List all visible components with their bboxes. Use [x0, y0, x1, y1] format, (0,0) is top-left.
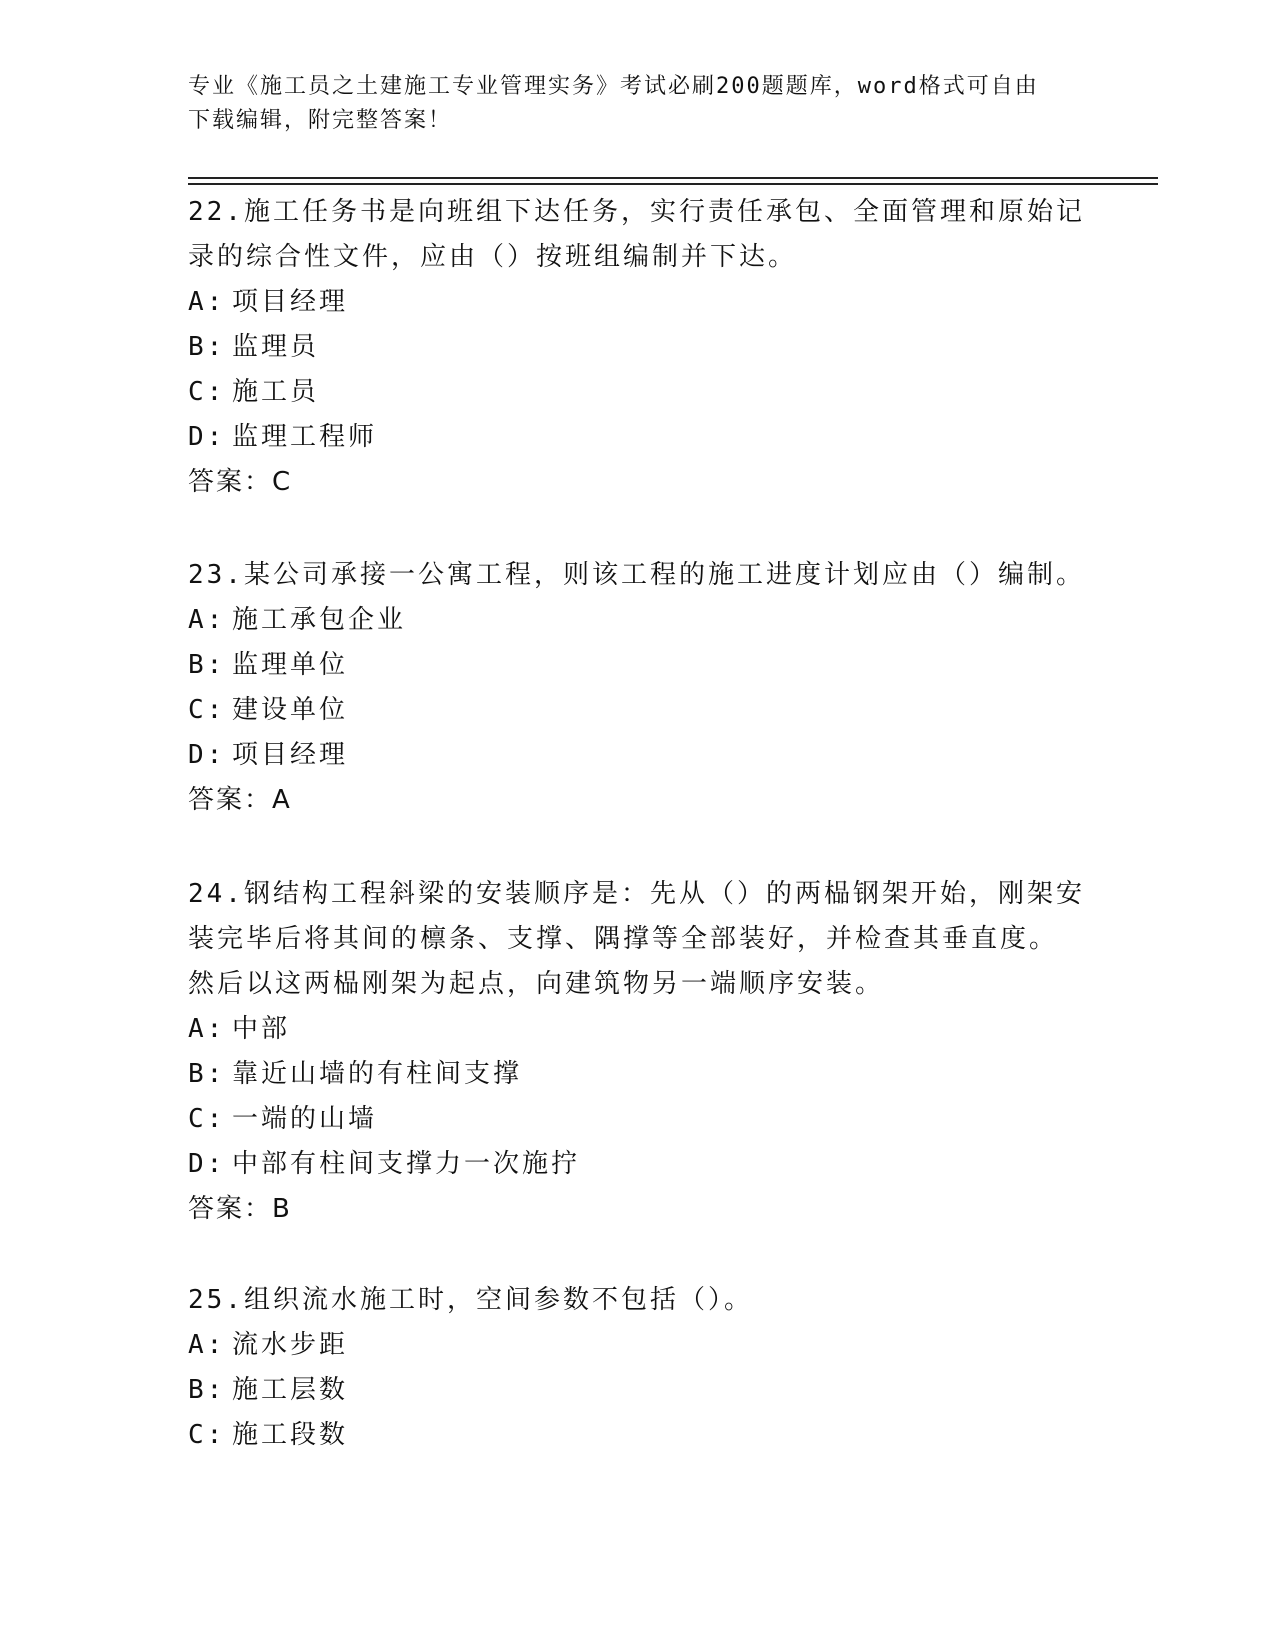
option-letter: A: [188, 605, 226, 635]
question-22 [188, 190, 1088, 505]
option-text: 项目经理 [232, 740, 349, 770]
question-stem-line: 22.施工任务书是向班组下达任务，实行责任承包、全面管理和原始记 [188, 197, 1085, 227]
answer-line: 答案：A [188, 785, 292, 815]
option-text: 施工承包企业 [232, 605, 407, 635]
option-b [188, 1368, 1088, 1413]
option-letter: A: [188, 1330, 226, 1360]
question-24 [188, 872, 1088, 1232]
option-text: 一端的山墙 [232, 1104, 378, 1134]
option-a [188, 1007, 1088, 1052]
option-letter: B: [188, 332, 226, 362]
option-text: 流水步距 [232, 1330, 349, 1360]
document-header [188, 70, 1088, 138]
option-b [188, 1052, 1088, 1097]
option-letter: D: [188, 740, 226, 770]
answer-line: 答案：B [188, 1194, 292, 1224]
option-letter: B: [188, 1375, 226, 1405]
option-text: 监理单位 [232, 650, 349, 680]
answer-line: 答案：C [188, 467, 293, 497]
option-letter: C: [188, 1104, 226, 1134]
option-text: 施工段数 [232, 1420, 349, 1450]
option-letter: D: [188, 422, 226, 452]
option-text: 项目经理 [232, 287, 349, 317]
option-text: 建设单位 [232, 695, 349, 725]
question-stem-line: 然后以这两榀刚架为起点，向建筑物另一端顺序安装。 [188, 969, 885, 999]
question-23 [188, 553, 1088, 823]
header-divider-top [188, 177, 1158, 179]
option-text: 施工员 [232, 377, 320, 407]
option-letter: A: [188, 287, 226, 317]
question-stem-line: 24.钢结构工程斜梁的安装顺序是：先从（）的两榀钢架开始，刚架安 [188, 879, 1085, 909]
option-d [188, 415, 1088, 460]
option-a [188, 280, 1088, 325]
header-divider-bottom [188, 183, 1158, 185]
question-25 [188, 1278, 1088, 1458]
option-letter: C: [188, 1420, 226, 1450]
option-c [188, 1097, 1088, 1142]
question-stem-line: 装完毕后将其间的檩条、支撑、隅撑等全部装好，并检查其垂直度。 [188, 924, 1059, 954]
option-letter: B: [188, 1059, 226, 1089]
option-letter: B: [188, 650, 226, 680]
option-a [188, 598, 1088, 643]
question-stem-line: 23.某公司承接一公寓工程，则该工程的施工进度计划应由（）编制。 [188, 560, 1085, 590]
header-line-1: 专业《施工员之土建施工专业管理实务》考试必刷200题题库，word格式可自由 [188, 74, 1039, 99]
option-text: 靠近山墙的有柱间支撑 [232, 1059, 523, 1089]
question-stem-line: 录的综合性文件，应由（）按班组编制并下达。 [188, 242, 798, 272]
option-letter: C: [188, 377, 226, 407]
option-text: 施工层数 [232, 1375, 349, 1405]
header-line-2: 下载编辑，附完整答案！ [188, 108, 453, 133]
option-text: 中部 [232, 1014, 291, 1044]
question-stem-line: 25.组织流水施工时，空间参数不包括（）。 [188, 1285, 753, 1315]
option-letter: A: [188, 1014, 226, 1044]
option-c [188, 370, 1088, 415]
option-text: 中部有柱间支撑力一次施拧 [232, 1149, 581, 1179]
option-c [188, 688, 1088, 733]
option-b [188, 325, 1088, 370]
option-letter: C: [188, 695, 226, 725]
option-d [188, 1142, 1088, 1187]
option-a [188, 1323, 1088, 1368]
option-c [188, 1413, 1088, 1458]
option-text: 监理员 [232, 332, 320, 362]
option-d [188, 733, 1088, 778]
option-letter: D: [188, 1149, 226, 1179]
option-text: 监理工程师 [232, 422, 378, 452]
option-b [188, 643, 1088, 688]
